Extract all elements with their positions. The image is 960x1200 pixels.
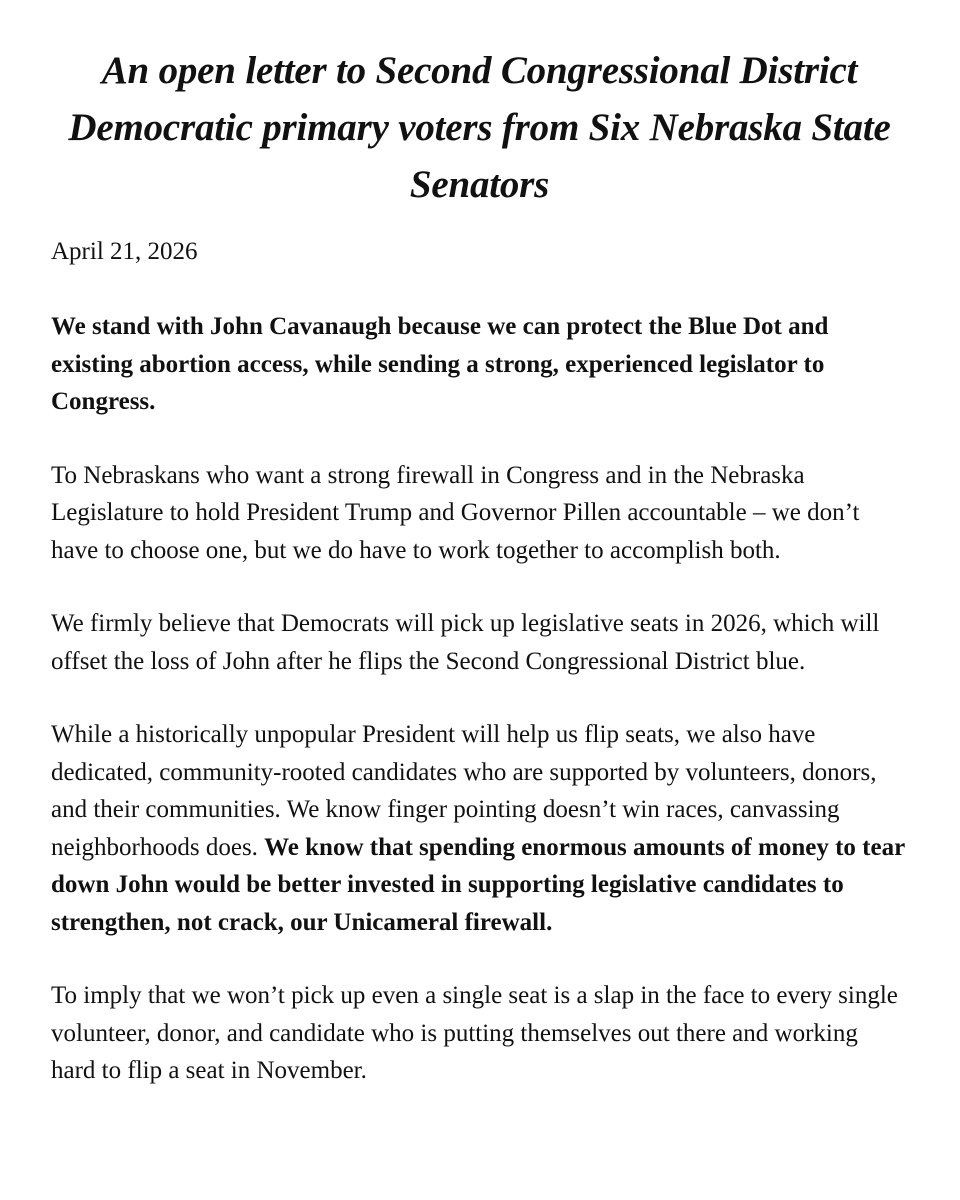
paragraph-firewall: To Nebraskans who want a strong firewall in Congress and in the Nebraska Legislature to hold President Trump and Governor Pillen accountable – we don’t have to choose one, but we do have to work together to accomplish both. [51,461,860,564]
paragraph-volunteers: To imply that we won’t pick up even a single seat is a slap in the face to every single volunteer, donor, and candidate who is putting themselves out there and working hard to flip a seat in November. [51,982,898,1084]
paragraph-candidates [51,716,908,941]
paragraph-candidates-bold-text: We know that spending enormous amounts of money to tear down John would be better invested in supporting legislative candidates to strengthen, not crack, our Unicameral firewall. [51,833,905,936]
lead-paragraph: We stand with John Cavanaugh because we can protect the Blue Dot and existing abortion access, while sending a strong, experienced legislator to Congress. [51,313,829,415]
letter-title: An open letter to Second Congressional District Democratic primary voters from Six Nebraska State Senators [68,49,891,206]
paragraph-legislative-seats: We firmly believe that Democrats will pick up legislative seats in 2026, which will offset the loss of John after he flips the Second Congressional District blue. [51,610,880,675]
paragraph-candidates-regular-text: While a historically unpopular President will help us flip seats, we also have dedicated, community-rooted candidates who are supported by volunteers, donors, and their communities. We know finger pointing doesn’t win races, canvassing neighborhoods does. [51,721,877,861]
letter-date: April 21, 2026 [51,238,198,265]
